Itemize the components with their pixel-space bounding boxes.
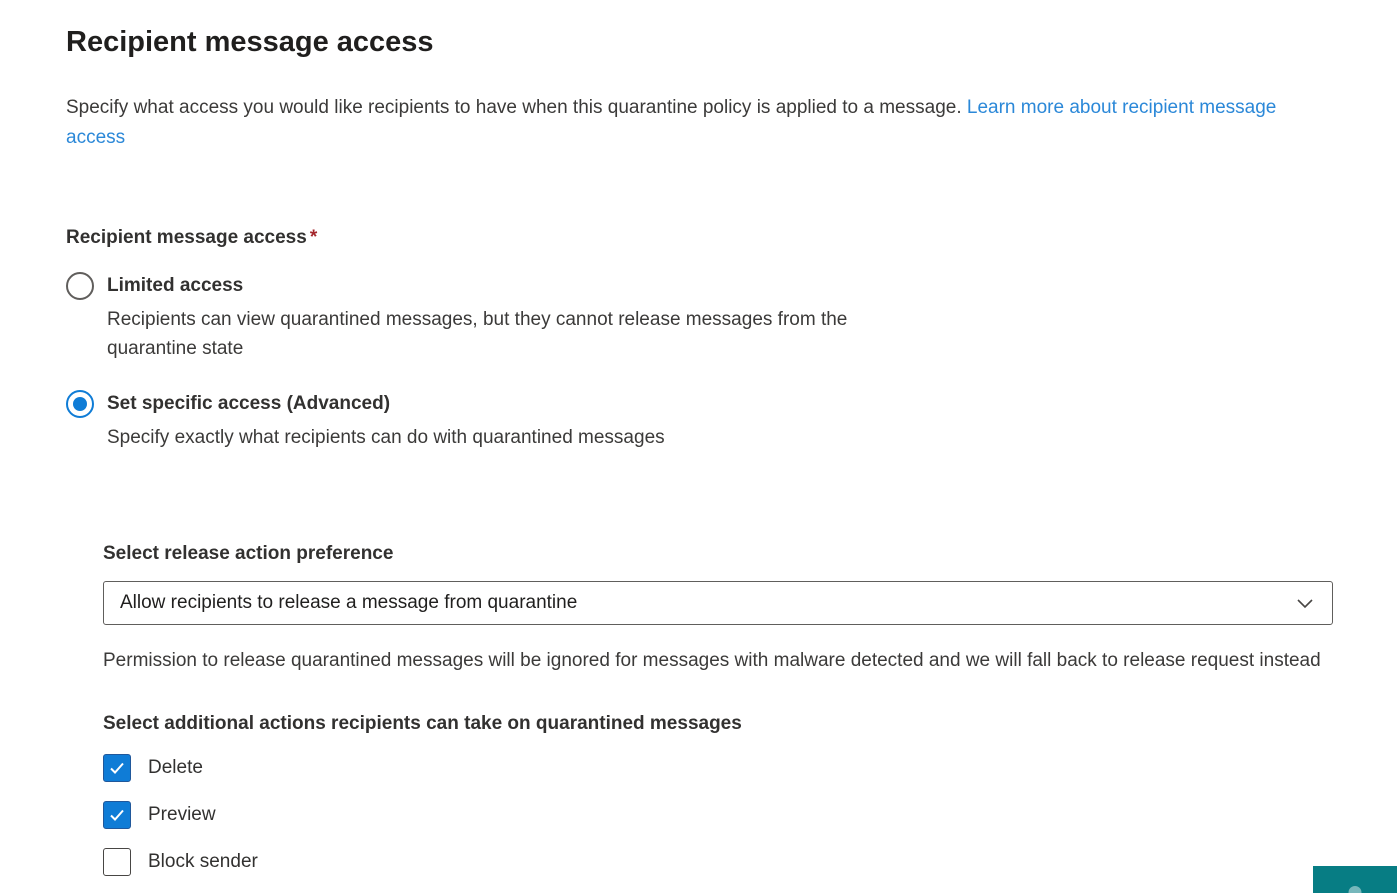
required-asterisk: *: [309, 227, 318, 248]
checkbox-label: Delete: [148, 757, 203, 778]
release-action-dropdown[interactable]: [103, 581, 1333, 625]
checkbox-label: Block sender: [148, 851, 258, 872]
radio-icon[interactable]: [66, 272, 94, 300]
page-title: Recipient message access: [66, 26, 434, 58]
release-permission-note: Permission to release quarantined messages will be ignored for messages with malware detected and we will fall back to release request instead: [103, 650, 1321, 671]
check-icon: [108, 759, 126, 777]
check-icon: [108, 806, 126, 824]
checkbox-icon[interactable]: [103, 754, 131, 782]
checkbox-icon[interactable]: [103, 801, 131, 829]
access-field-label-text: Recipient message access: [66, 227, 307, 248]
checkbox-label: Preview: [148, 804, 216, 825]
feedback-button[interactable]: [1313, 866, 1397, 893]
radio-icon[interactable]: [66, 390, 94, 418]
checkbox-icon[interactable]: [103, 848, 131, 876]
checkbox-row-preview[interactable]: [103, 801, 1331, 829]
checkbox-row-block-sender[interactable]: [103, 848, 1331, 876]
learn-more-link[interactable]: Learn more about recipient message access: [66, 97, 1277, 148]
chevron-down-icon: [1296, 594, 1314, 612]
radio-option-set-specific-access[interactable]: [66, 392, 1331, 452]
additional-actions-label: Select additional actions recipients can take on quarantined messages: [103, 713, 742, 734]
radio-option-label: Set specific access (Advanced): [107, 393, 391, 414]
radio-option-label: Limited access: [107, 275, 244, 296]
page-description: [66, 93, 1331, 153]
radio-option-text: [107, 392, 665, 452]
access-field-label: [66, 227, 1331, 249]
checkbox-row-delete[interactable]: [103, 754, 1331, 782]
radio-option-description: Specify exactly what recipients can do with quarantined messages: [107, 427, 665, 448]
advanced-access-section: [103, 543, 1331, 876]
page-description-text: Specify what access you would like recipients to have when this quarantine policy is applied to a message.: [66, 97, 962, 118]
radio-option-description: Recipients can view quarantined messages, but they cannot release messages from the quarantine state: [107, 309, 848, 359]
radio-option-limited-access[interactable]: [66, 274, 1331, 363]
radio-option-text: [107, 274, 857, 363]
release-action-dropdown-value: Allow recipients to release a message from quarantine: [120, 592, 578, 613]
release-preference-label: Select release action preference: [103, 543, 394, 564]
